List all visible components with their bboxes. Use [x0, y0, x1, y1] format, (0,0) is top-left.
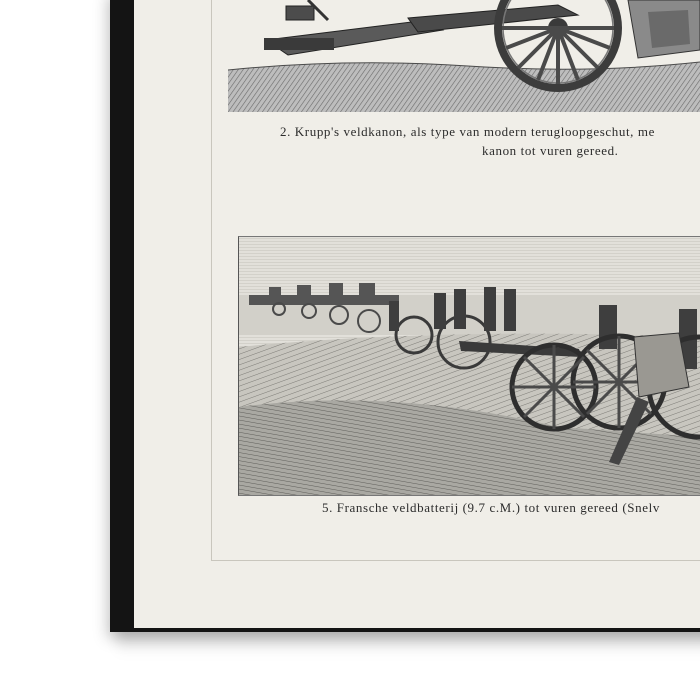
caption-figure-2-line-2: kanon tot vuren gereed. — [482, 143, 619, 158]
caption-figure-2-line-1: 2. Krupp's veldkanon, als type van modern terugloopgeschut, me — [280, 124, 655, 139]
caption-figure-5: 5. Fransche veldbatterij (9.7 c.M.) tot vuren gereed (Snelv — [322, 500, 660, 515]
illustration-krupp-cannon — [228, 0, 700, 112]
illustration-french-field-battery — [238, 236, 700, 496]
